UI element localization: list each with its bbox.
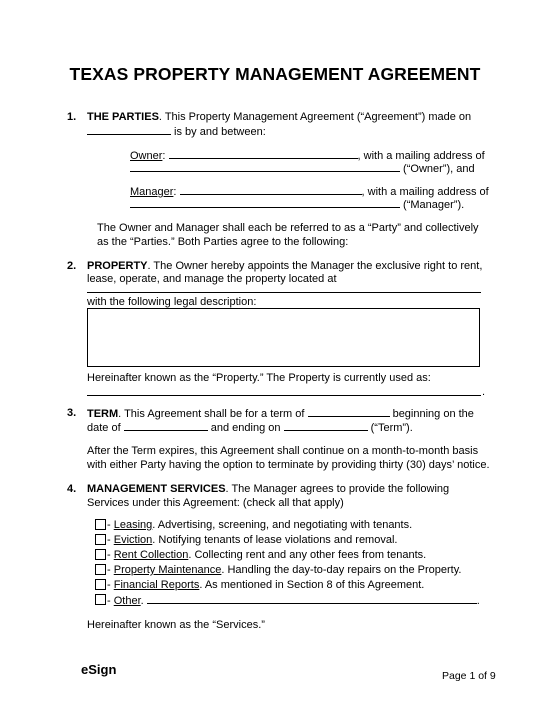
term-line-2 (87, 420, 413, 435)
owner-name-field[interactable] (169, 148, 358, 159)
term-length-field[interactable] (308, 406, 390, 417)
financial-reports-checkbox[interactable] (95, 579, 106, 590)
manager-line: Manager: , with a mailing address of (130, 186, 489, 198)
section-2-heading: PROPERTY (87, 260, 148, 272)
section-2-intro-2: lease, operate, and manage the property located at (87, 273, 337, 285)
manager-name-field[interactable] (180, 184, 362, 195)
section-4-intro (87, 482, 449, 496)
service-desc: . (140, 595, 147, 607)
service-item-other: - Other. . (107, 595, 480, 607)
service-name: Financial Reports (113, 579, 200, 591)
page-number: Page 1 of 9 (442, 670, 496, 682)
service-desc: . Handling the day-to-day repairs on the Property. (221, 564, 462, 576)
rent-collection-checkbox[interactable] (95, 549, 106, 560)
term-line-1 (87, 406, 474, 421)
service-name: Leasing (113, 519, 153, 531)
manager-address-text: , with a mailing address of (361, 186, 489, 198)
section-4-intro-2: Services under this Agreement: (check all that apply) (87, 497, 344, 509)
term-after-1: After the Term expires, this Agreement shall continue on a month-to-month basis (87, 445, 479, 457)
service-name: Eviction (113, 534, 153, 546)
other-checkbox[interactable] (95, 594, 106, 605)
parties-text-1: The Owner and Manager shall each be referred to as a “Party” and collectively (97, 222, 479, 234)
eviction-checkbox[interactable] (95, 534, 106, 545)
property-use-label: Hereinafter known as the “Property.” The Property is currently used as: (87, 372, 431, 384)
service-item-eviction: - Eviction. Notifying tenants of lease violations and removal. (107, 534, 398, 546)
services-known-as: Hereinafter known as the “Services.” (87, 619, 265, 631)
section-1-date-line (87, 124, 266, 139)
service-item-rent-collection: - Rent Collection. Collecting rent and any other fees from tenants. (107, 549, 427, 561)
service-item-financial-reports: - Financial Reports. As mentioned in Section 8 of this Agreement. (107, 579, 425, 591)
manager-role-text: (“Manager”). (400, 199, 465, 211)
section-4-heading: MANAGEMENT SERVICES (87, 483, 226, 495)
section-4-number: 4. (67, 483, 77, 495)
service-name: Other (113, 595, 141, 607)
owner-address-field[interactable] (130, 161, 400, 172)
service-desc: . Advertising, screening, and negotiating with tenants. (152, 519, 413, 531)
service-desc: . As mentioned in Section 8 of this Agreement. (199, 579, 425, 591)
property-address-field[interactable] (87, 292, 481, 293)
term-ending-text: and ending on (207, 422, 284, 434)
property-use-field[interactable] (87, 395, 481, 396)
property-use-period: . (482, 386, 486, 398)
esign-logo: eSign (81, 662, 117, 677)
legal-description-box[interactable] (87, 308, 480, 367)
property-maintenance-checkbox[interactable] (95, 564, 106, 575)
term-start-field[interactable] (124, 420, 208, 431)
document-title: TEXAS PROPERTY MANAGEMENT AGREEMENT (69, 64, 481, 84)
other-service-field[interactable] (147, 593, 477, 604)
owner-label: Owner (130, 150, 163, 162)
section-2-intro (87, 259, 482, 273)
service-name: Property Maintenance (113, 564, 222, 576)
agreement-date-field[interactable] (87, 124, 171, 135)
section-1-intro (87, 110, 471, 124)
section-3-heading: TERM (87, 408, 119, 420)
service-item-leasing: - Leasing. Advertising, screening, and negotiating with tenants. (107, 519, 413, 531)
term-after-2: with either Party having the option to terminate by providing thirty (30) days’ notice. (87, 459, 490, 471)
term-end-field[interactable] (284, 420, 368, 431)
manager-label: Manager (130, 186, 174, 198)
manager-address-field[interactable] (130, 197, 400, 208)
service-desc: . Notifying tenants of lease violations and removal. (152, 534, 398, 546)
owner-address-text: , with a mailing address of (357, 150, 485, 162)
section-1-number: 1. (67, 111, 77, 123)
owner-address-line (130, 161, 475, 176)
term-text-2: beginning on the (389, 408, 474, 420)
section-4-intro-text: . The Manager agrees to provide the following (225, 483, 450, 495)
service-item-property-maintenance: - Property Maintenance. Handling the day-to-day repairs on the Property. (107, 564, 462, 576)
section-1-intro-text: . This Property Management Agreement (“Agreement”) made on (158, 111, 472, 123)
section-1-heading: THE PARTIES (87, 111, 159, 123)
term-label-text: (“Term”). (367, 422, 413, 434)
service-name: Rent Collection (113, 549, 189, 561)
manager-address-line (130, 197, 464, 212)
section-2-number: 2. (67, 260, 77, 272)
term-text-1: . This Agreement shall be for a term of (118, 408, 308, 420)
legal-description-label: with the following legal description: (87, 296, 257, 308)
section-2-intro-text: . The Owner hereby appoints the Manager the exclusive right to rent, (147, 260, 483, 272)
section-3-number: 3. (67, 407, 77, 419)
parties-text-2: as the “Parties.” Both Parties agree to the following: (97, 236, 349, 248)
owner-role-text: (“Owner”), and (400, 163, 475, 175)
other-period: . (476, 595, 480, 607)
term-date-text: date of (87, 422, 124, 434)
leasing-checkbox[interactable] (95, 519, 106, 530)
section-1-between-text: is by and between: (171, 126, 266, 138)
service-desc: . Collecting rent and any other fees from tenants. (188, 549, 427, 561)
owner-line: Owner: , with a mailing address of (130, 150, 485, 162)
